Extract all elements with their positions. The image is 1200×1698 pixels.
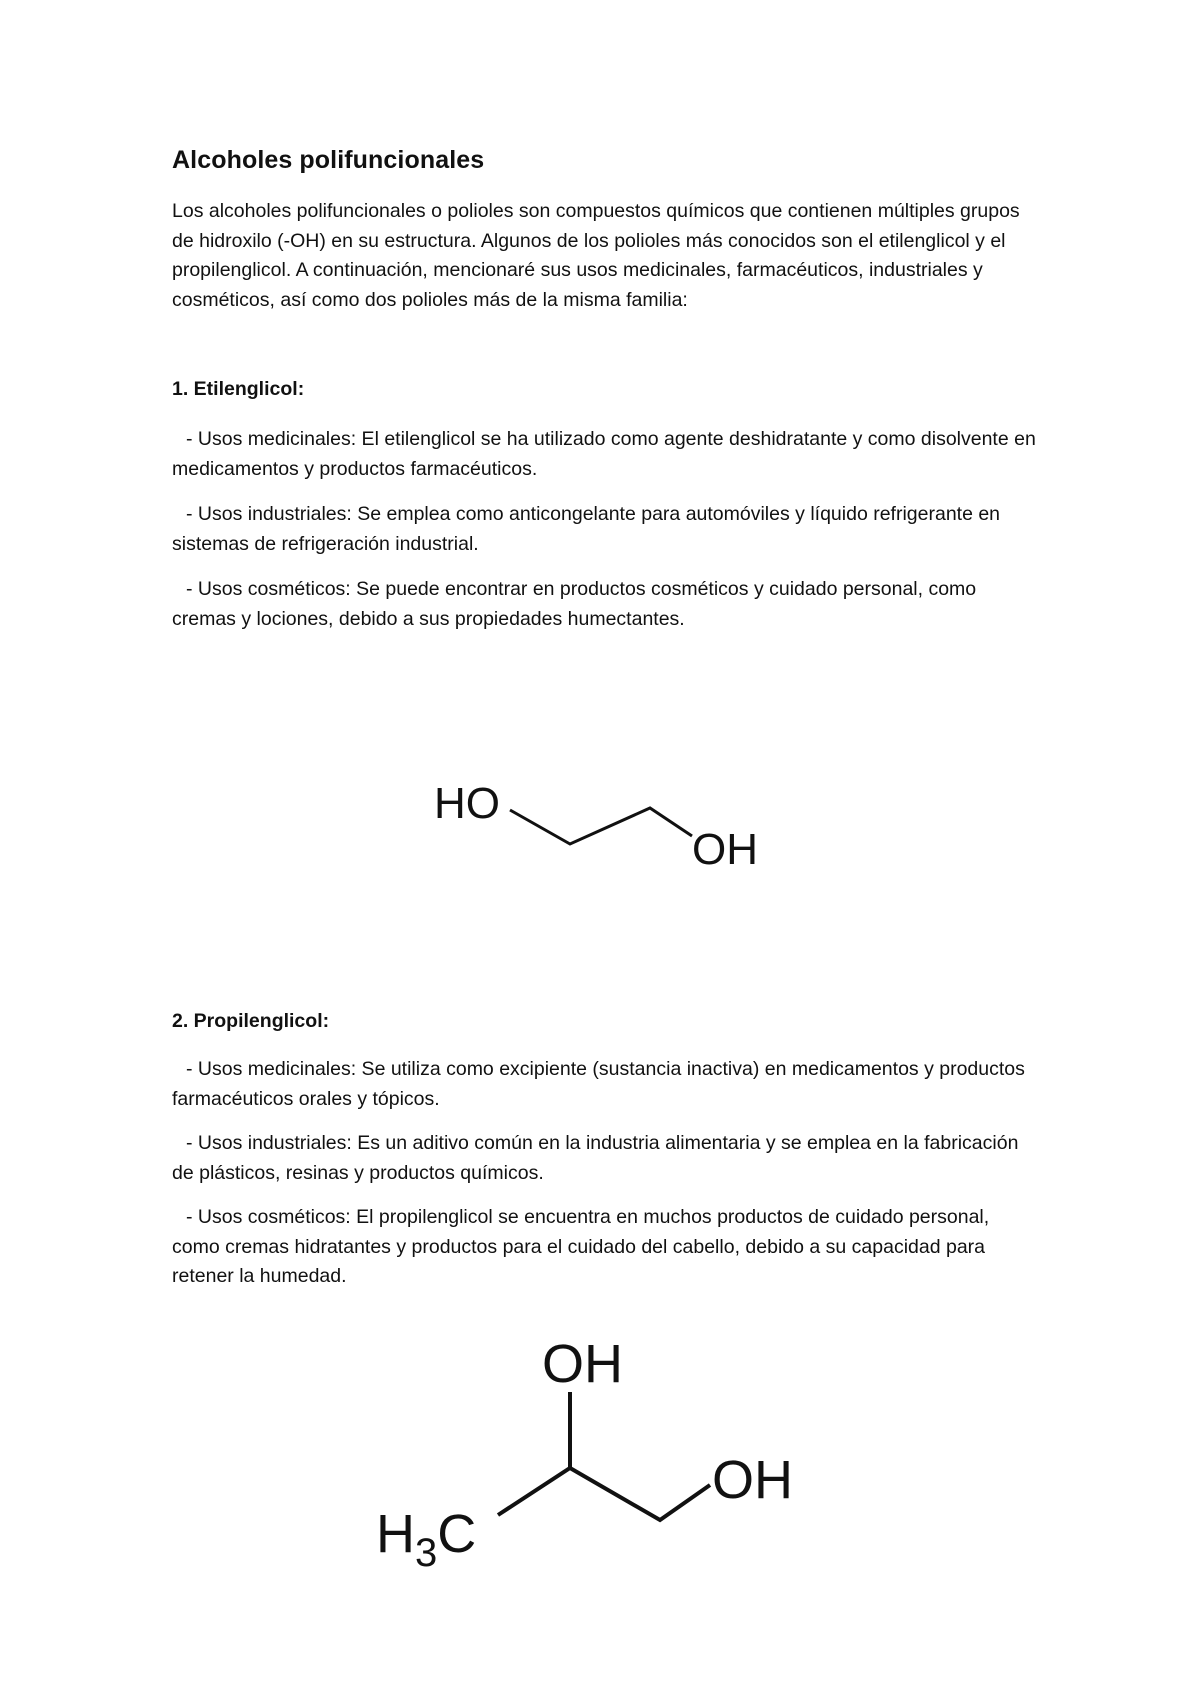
propilenglicol-cosmetic-uses (172, 1203, 1042, 1292)
etilenglicol-structure (420, 770, 800, 880)
etilenglicol-industrial-uses (172, 500, 1042, 559)
propilenglicol-structure (370, 1320, 850, 1580)
carbon-chain-bonds (510, 808, 692, 844)
item-text: - Usos industriales: Es un aditivo común en la industria alimentaria y se emplea en la fabricación de plásticos, resinas y productos químicos. (172, 1132, 1019, 1184)
propilenglicol-medicinal-uses (172, 1055, 1042, 1114)
section-heading-propilenglicol: 2. Propilenglicol: (172, 1010, 330, 1032)
methyl-subscript: 3 (415, 1531, 438, 1575)
item-text: - Usos industriales: Se emplea como anticongelante para automóviles y líquido refrigerante en sistemas de refrigeración industrial. (172, 503, 1001, 555)
item-text: - Usos cosméticos: El propilenglicol se encuentra en muchos productos de cuidado personal, como cremas hidratantes y productos para el cuidado del cabello, debido a su capacidad para retener la humedad. (172, 1206, 990, 1287)
hydroxyl-label-right: OH (692, 825, 758, 874)
hydroxyl-label-left: HO (434, 779, 500, 828)
item-text: - Usos medicinales: El etilenglicol se ha utilizado como agente deshidratante y como disolvente en medicamentos y productos farmacéuticos. (172, 428, 1036, 480)
section-heading-etilenglicol: 1. Etilenglicol: (172, 378, 305, 400)
document-title: Alcoholes polifuncionales (172, 146, 485, 174)
item-text: - Usos medicinales: Se utiliza como excipiente (sustancia inactiva) en medicamentos y productos farmacéuticos orales y tópicos. (172, 1058, 1025, 1110)
methyl-c: C (437, 1504, 477, 1564)
etilenglicol-cosmetic-uses (172, 575, 1042, 634)
hydroxyl-label-right: OH (712, 1450, 793, 1510)
methyl-label (376, 1504, 476, 1575)
item-text: - Usos cosméticos: Se puede encontrar en productos cosméticos y cuidado personal, como cremas y lociones, debido a sus propiedades humectantes. (172, 578, 977, 630)
etilenglicol-medicinal-uses (172, 425, 1042, 484)
carbon-chain-bonds (498, 1468, 710, 1520)
hydroxyl-label-top: OH (542, 1334, 623, 1394)
methyl-h: H (376, 1504, 415, 1564)
intro-paragraph: Los alcoholes polifuncionales o polioles son compuestos químicos que contienen múltiples grupos de hidroxilo (-OH) en su estructura. Algunos de los polioles más conocidos son el etilenglicol y el propilenglicol. A continuación, mencionaré sus usos medicinales, farmacéuticos, industriales y cosméticos, así como dos polioles más de la misma familia: (172, 200, 1020, 311)
propilenglicol-industrial-uses (172, 1129, 1042, 1188)
